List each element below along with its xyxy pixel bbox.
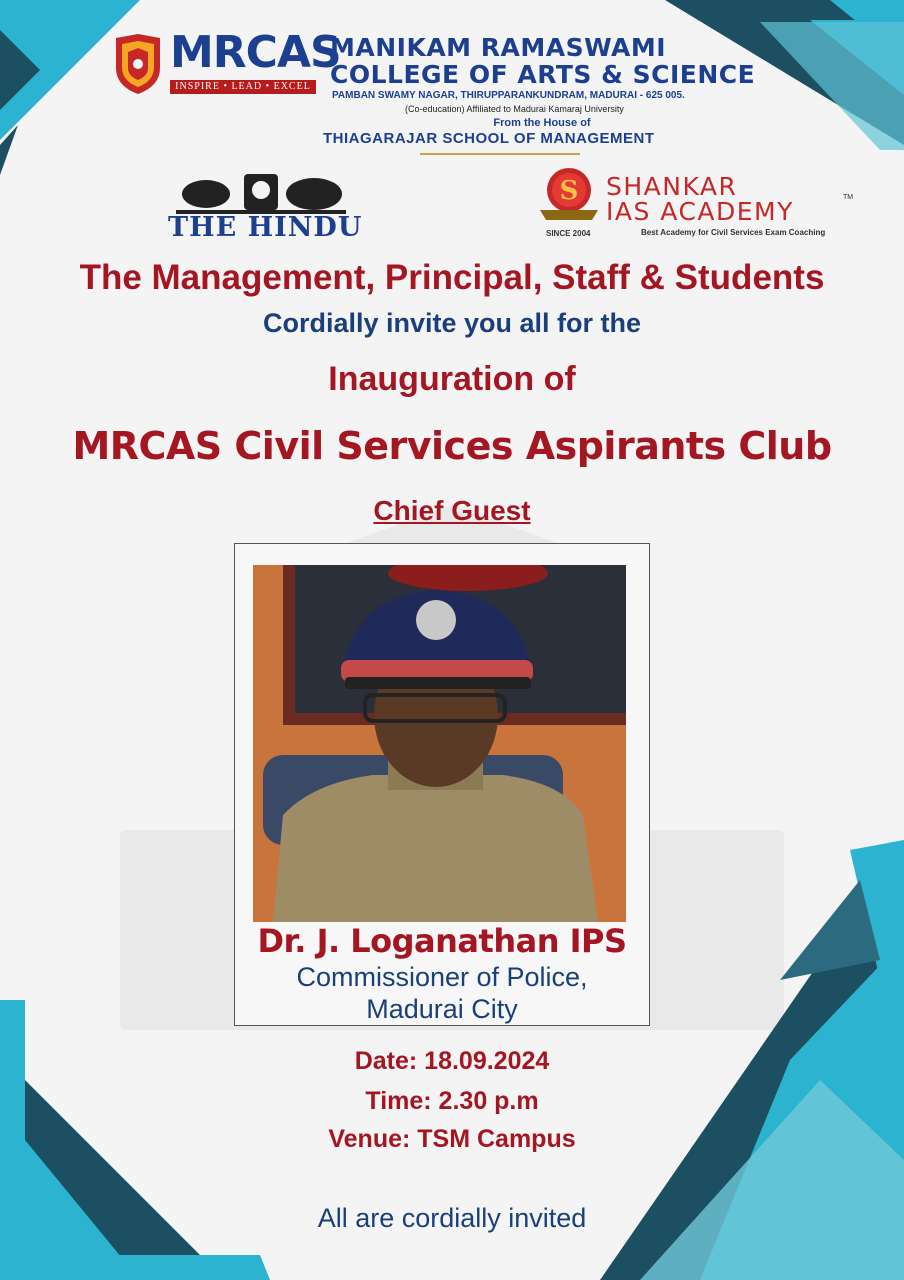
header-divider <box>420 153 580 155</box>
guest-name: Dr. J. Loganathan IPS <box>257 922 627 960</box>
college-crest-icon <box>112 34 164 94</box>
hindu-emblem-icon <box>176 166 346 216</box>
guest-role-line1: Commissioner of Police, <box>296 962 588 992</box>
parent-institution: THIAGARAJAR SCHOOL OF MANAGEMENT <box>323 130 655 147</box>
college-address: PAMBAN SWAMY NAGAR, THIRUPPARANKUNDRAM, MADURAI - 625 005. <box>332 90 685 101</box>
college-affiliation: (Co-education) Affiliated to Madurai Kamaraj University <box>405 104 624 114</box>
brand-wordmark: MRCAS <box>170 27 341 78</box>
guest-card <box>234 543 650 1026</box>
invite-line: Cordially invite you all for the <box>262 308 642 338</box>
college-name-line2: COLLEGE OF ARTS & SCIENCE <box>330 60 756 89</box>
shankar-since: SINCE 2004 <box>546 229 591 238</box>
closing-line: All are cordially invited <box>317 1203 587 1233</box>
brand-tagline: INSPIRE • LEAD • EXCEL <box>170 80 316 94</box>
house-of-label: From the House of <box>493 117 591 129</box>
club-name: MRCAS Civil Services Aspirants Club <box>72 424 832 468</box>
hindu-name: THE HINDU <box>168 212 363 243</box>
inauguration-line: Inauguration of <box>328 360 576 398</box>
guest-role-line2: Madurai City <box>366 994 518 1024</box>
event-date: Date: 18.09.2024 <box>354 1047 550 1075</box>
shankar-trademark: TM <box>843 194 854 201</box>
chief-guest-photo <box>253 565 626 922</box>
shankar-s-badge-icon <box>538 166 600 238</box>
hosts-line: The Management, Principal, Staff & Students <box>79 258 825 297</box>
event-time: Time: 2.30 p.m <box>365 1087 539 1115</box>
svg-text:S: S <box>559 176 579 206</box>
chief-guest-heading: Chief Guest <box>373 495 531 526</box>
shankar-tagline: Best Academy for Civil Services Exam Coaching <box>641 228 826 237</box>
college-name-line1: MANIKAM RAMASWAMI <box>330 33 667 62</box>
shankar-line1: SHANKAR <box>606 172 738 201</box>
event-venue: Venue: TSM Campus <box>328 1125 576 1153</box>
shankar-line2: IAS ACADEMY <box>606 197 794 226</box>
